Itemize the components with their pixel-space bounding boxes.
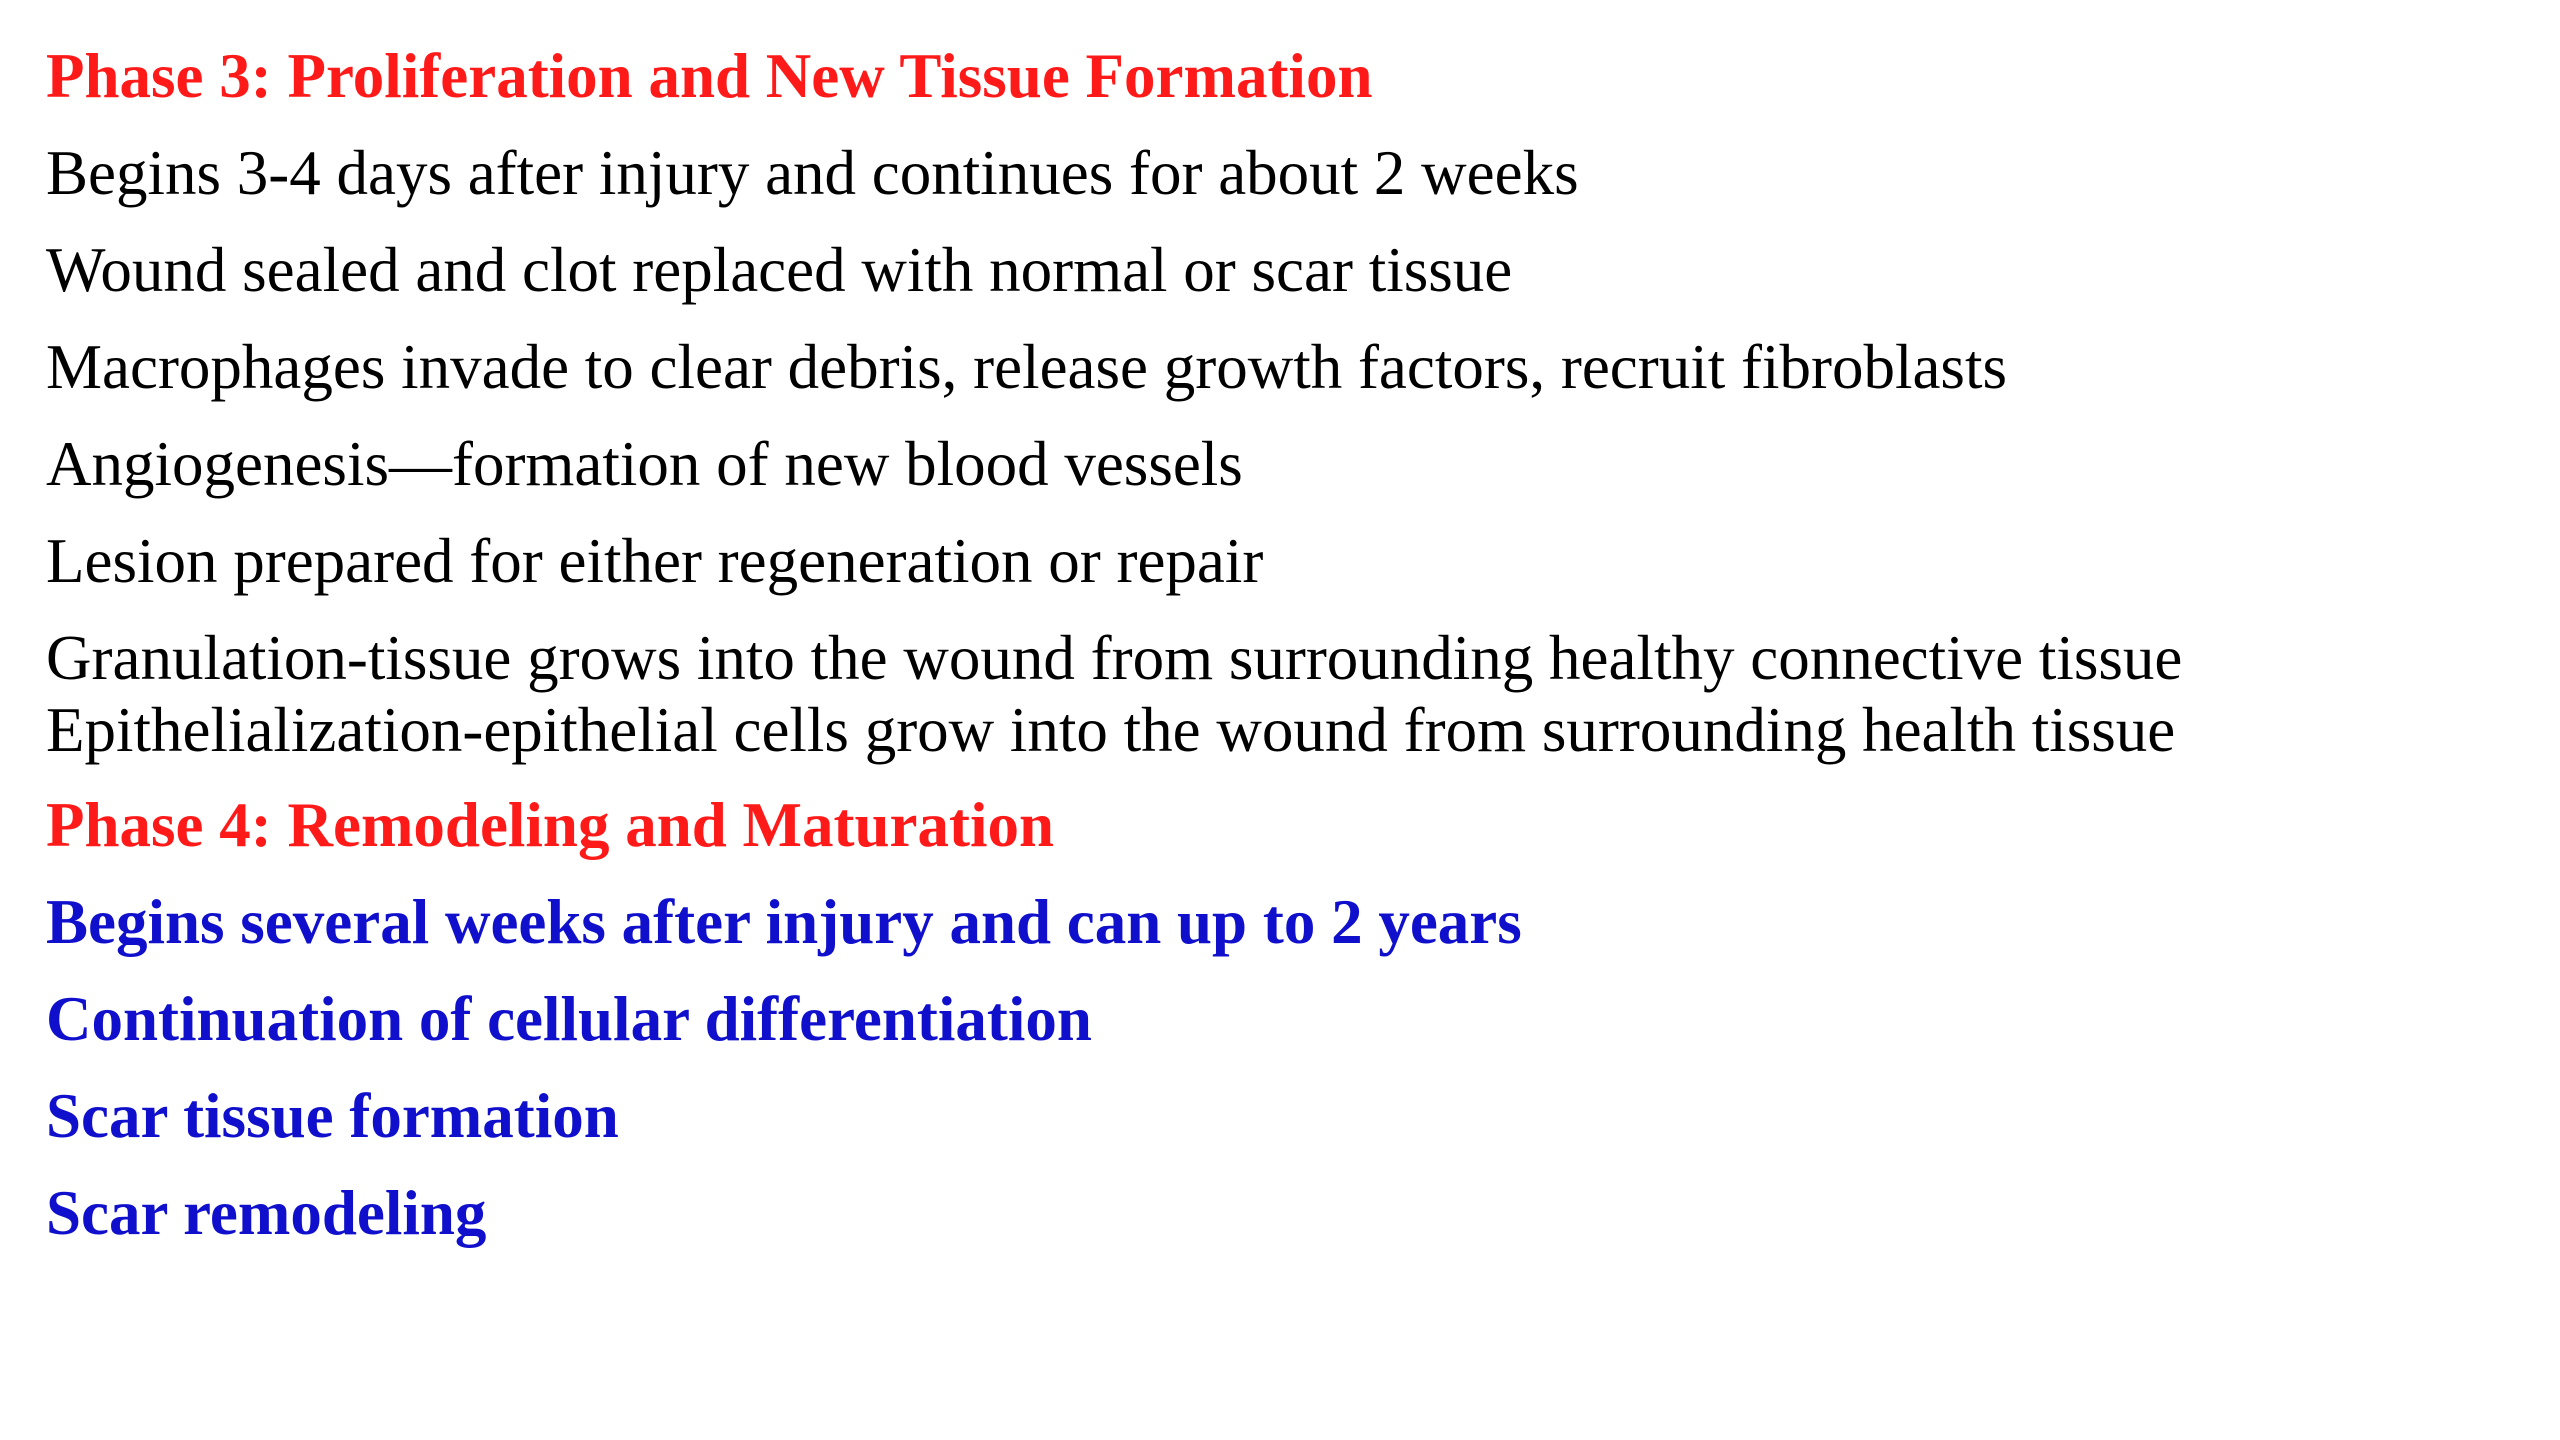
phase4-line-2: Continuation of cellular differentiation — [46, 984, 1092, 1054]
phase4-line-4: Scar remodeling — [46, 1178, 487, 1248]
phase4-line-3: Scar tissue formation — [46, 1081, 619, 1151]
phase4-line-1: Begins several weeks after injury and can up to 2 years — [46, 887, 1522, 957]
phase3-line-4: Angiogenesis—formation of new blood vessels — [46, 429, 1243, 499]
phase3-line-1: Begins 3-4 days after injury and continues for about 2 weeks — [46, 138, 1579, 208]
phase3-line-2: Wound sealed and clot replaced with normal or scar tissue — [46, 235, 1513, 305]
phase4-heading: Phase 4: Remodeling and Maturation — [46, 790, 1054, 860]
phase3-line-3: Macrophages invade to clear debris, release growth factors, recruit fibroblasts — [46, 332, 2007, 402]
phase3-line-5: Lesion prepared for either regeneration or repair — [46, 526, 1264, 596]
phase3-heading: Phase 3: Proliferation and New Tissue Formation — [46, 41, 1373, 111]
phase3-line-7: Epithelialization-epithelial cells grow into the wound from surrounding health tissue — [46, 695, 2176, 765]
phase3-line-6: Granulation-tissue grows into the wound from surrounding healthy connective tissue — [46, 623, 2183, 693]
